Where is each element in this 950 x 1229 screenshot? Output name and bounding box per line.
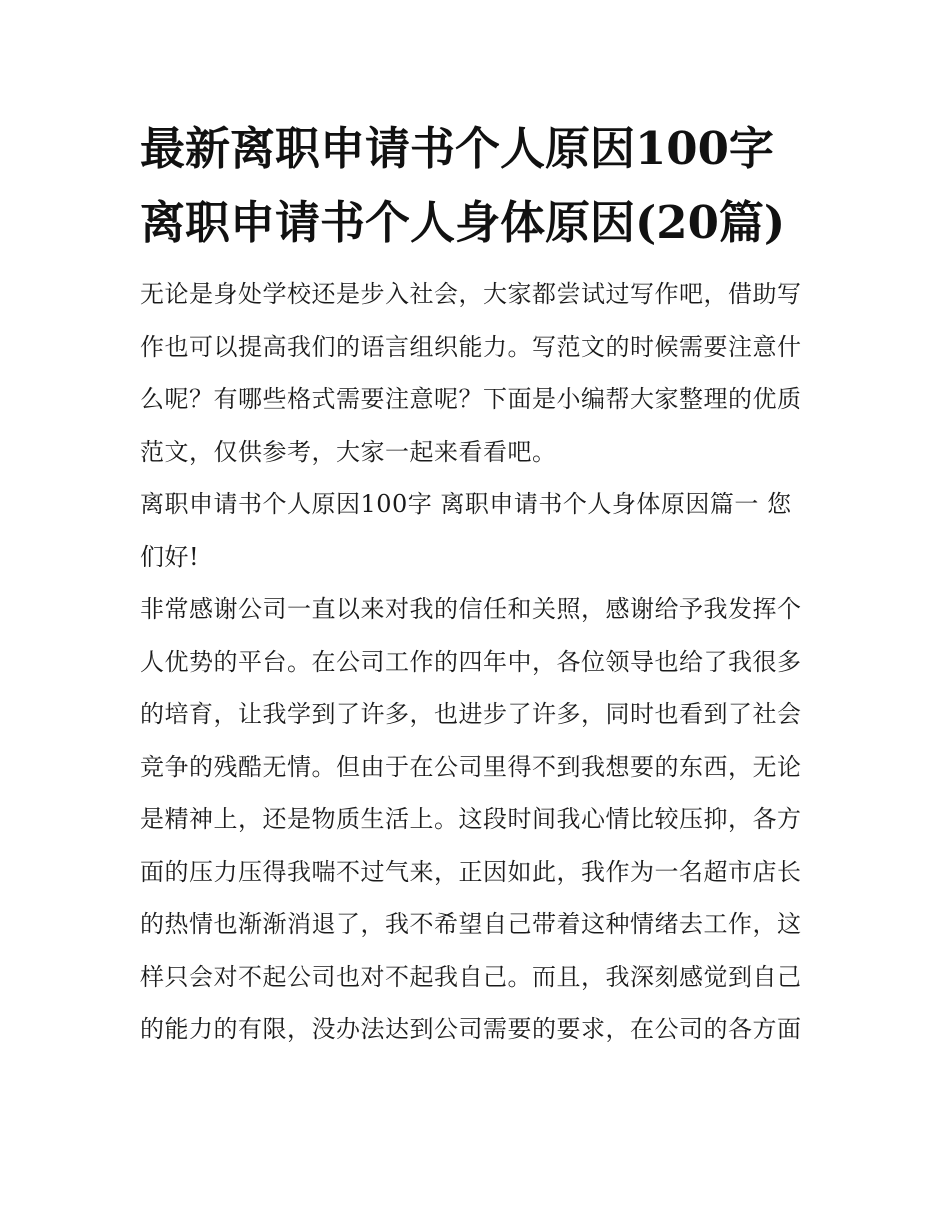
body-paragraph: 非常感谢公司一直以来对我的信任和关照，感谢给予我发挥个人优势的平台。在公司工作的四年中，各位领导也给了我很多的培育，让我学到了许多，也进步了许多，同时也看到了社会竞争的残酷无情。但由于在公司里得不到我想要的东西，无论是精神上，还是物质生活上。这段时间我心情比较压抑，各方面的压力压得我喘不过气来，正因如此，我作为一名超市店长的热情也渐渐消退了，我不希望自己带着这种情绪去工作，这样只会对不起公司也对不起我自己。而且，我深刻感觉到自己的能力的有限，没办法达到公司需要的要求，在公司的各方面 (140, 595, 802, 1043)
section-heading: 离职申请书个人原因100字 离职申请书个人身体原因篇一 您们好! (140, 490, 792, 571)
document-content (140, 112, 812, 1056)
title-block (140, 112, 812, 260)
intro-paragraph: 无论是身处学校还是步入社会，大家都尝试过写作吧，借助写作也可以提高我们的语言组织能力。写范文的时候需要注意什么呢？有哪些格式需要注意呢？下面是小编帮大家整理的优质范文，仅供参考，大家一起来看看吧。 (140, 280, 802, 466)
document-title: 最新离职申请书个人原因100字 离职申请书个人身体原因(20篇) (140, 122, 786, 249)
